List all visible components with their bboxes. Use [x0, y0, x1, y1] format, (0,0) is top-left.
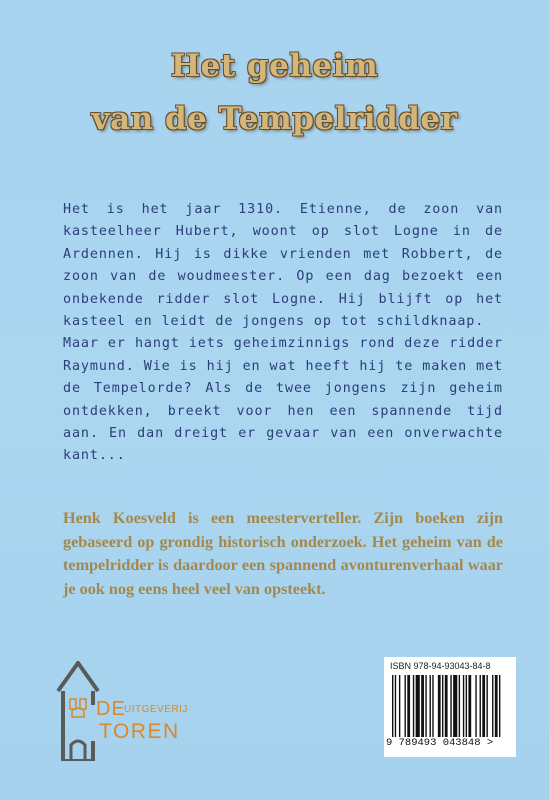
barcode-bar	[413, 675, 414, 737]
barcode-icon	[392, 675, 504, 737]
barcode-bar	[430, 675, 431, 737]
barcode-bar	[480, 675, 481, 737]
barcode-bar	[486, 675, 487, 737]
barcode-bars	[392, 675, 504, 737]
title-line-2: van de Tempelridder	[91, 101, 458, 137]
barcode-bar	[407, 675, 410, 737]
blurb-text	[63, 199, 503, 468]
barcode-bar	[453, 675, 457, 737]
barcode-bar	[499, 675, 500, 737]
barcode-bar	[445, 675, 448, 737]
barcode-bar	[416, 675, 420, 737]
isbn-label: ISBN 978-94-93043-84-8	[390, 661, 491, 671]
barcode-bar	[492, 675, 493, 737]
barcode-bar	[425, 675, 426, 737]
title-line-1: Het geheim	[170, 48, 379, 84]
barcode-bar	[495, 675, 498, 737]
barcode-bar	[405, 675, 406, 737]
barcode-bar	[466, 675, 467, 737]
barcode-bar	[421, 675, 424, 737]
isbn-barcode	[384, 657, 516, 757]
barcode-bar	[459, 675, 460, 737]
barcode-bar	[399, 675, 400, 737]
barcode-bar	[438, 675, 441, 737]
blurb-paragraph-1: Het is het jaar 1310. Etienne, de zoon van kasteelheer Hubert, woont op slot Logne in de Ardennen. Hij is dikke vrienden met Robbert, de zoon van de woudmeester. Op een dag bezoekt een onbekende ridder slot Logne. Hij blijft op het kasteel en leidt de jongens op tot schildknaap.	[63, 202, 503, 330]
barcode-bar	[468, 675, 471, 737]
barcode-bar	[475, 675, 476, 737]
barcode-bar	[463, 675, 464, 737]
logo-uitgeverij-text: UITGEVERIJ	[124, 704, 188, 715]
barcode-bar	[482, 675, 485, 737]
logo-de-text: DE	[96, 698, 126, 720]
blurb-paragraph-2: Maar er hangt iets geheimzinnigs rond deze ridder Raymund. Wie is hij en wat heeft hij te maken met de Tempelorde? Als de twee jongens zijn geheim ontdekken, breekt voor hen een spannende tijd aan. En dan dreigt er gevaar van een onverwachte kant...	[63, 336, 503, 464]
barcode-bar	[395, 675, 396, 737]
barcode-bar	[432, 675, 433, 737]
barcode-bar	[442, 675, 443, 737]
barcode-bar	[450, 675, 451, 737]
publisher-logo	[56, 661, 196, 761]
barcode-bar	[392, 675, 393, 737]
logo-toren-text: TOREN	[99, 720, 180, 743]
ean-digits: 9 789493 043848 >	[386, 737, 494, 749]
author-description: Henk Koesveld is een meesterverteller. Zijn boeken zijn gebaseerd op grondig historisch onderzoek. Het geheim van de tempelridder is daardoor een spannend avonturenverhaal waar je ook nog eens heel veel van opsteekt.	[63, 509, 503, 598]
